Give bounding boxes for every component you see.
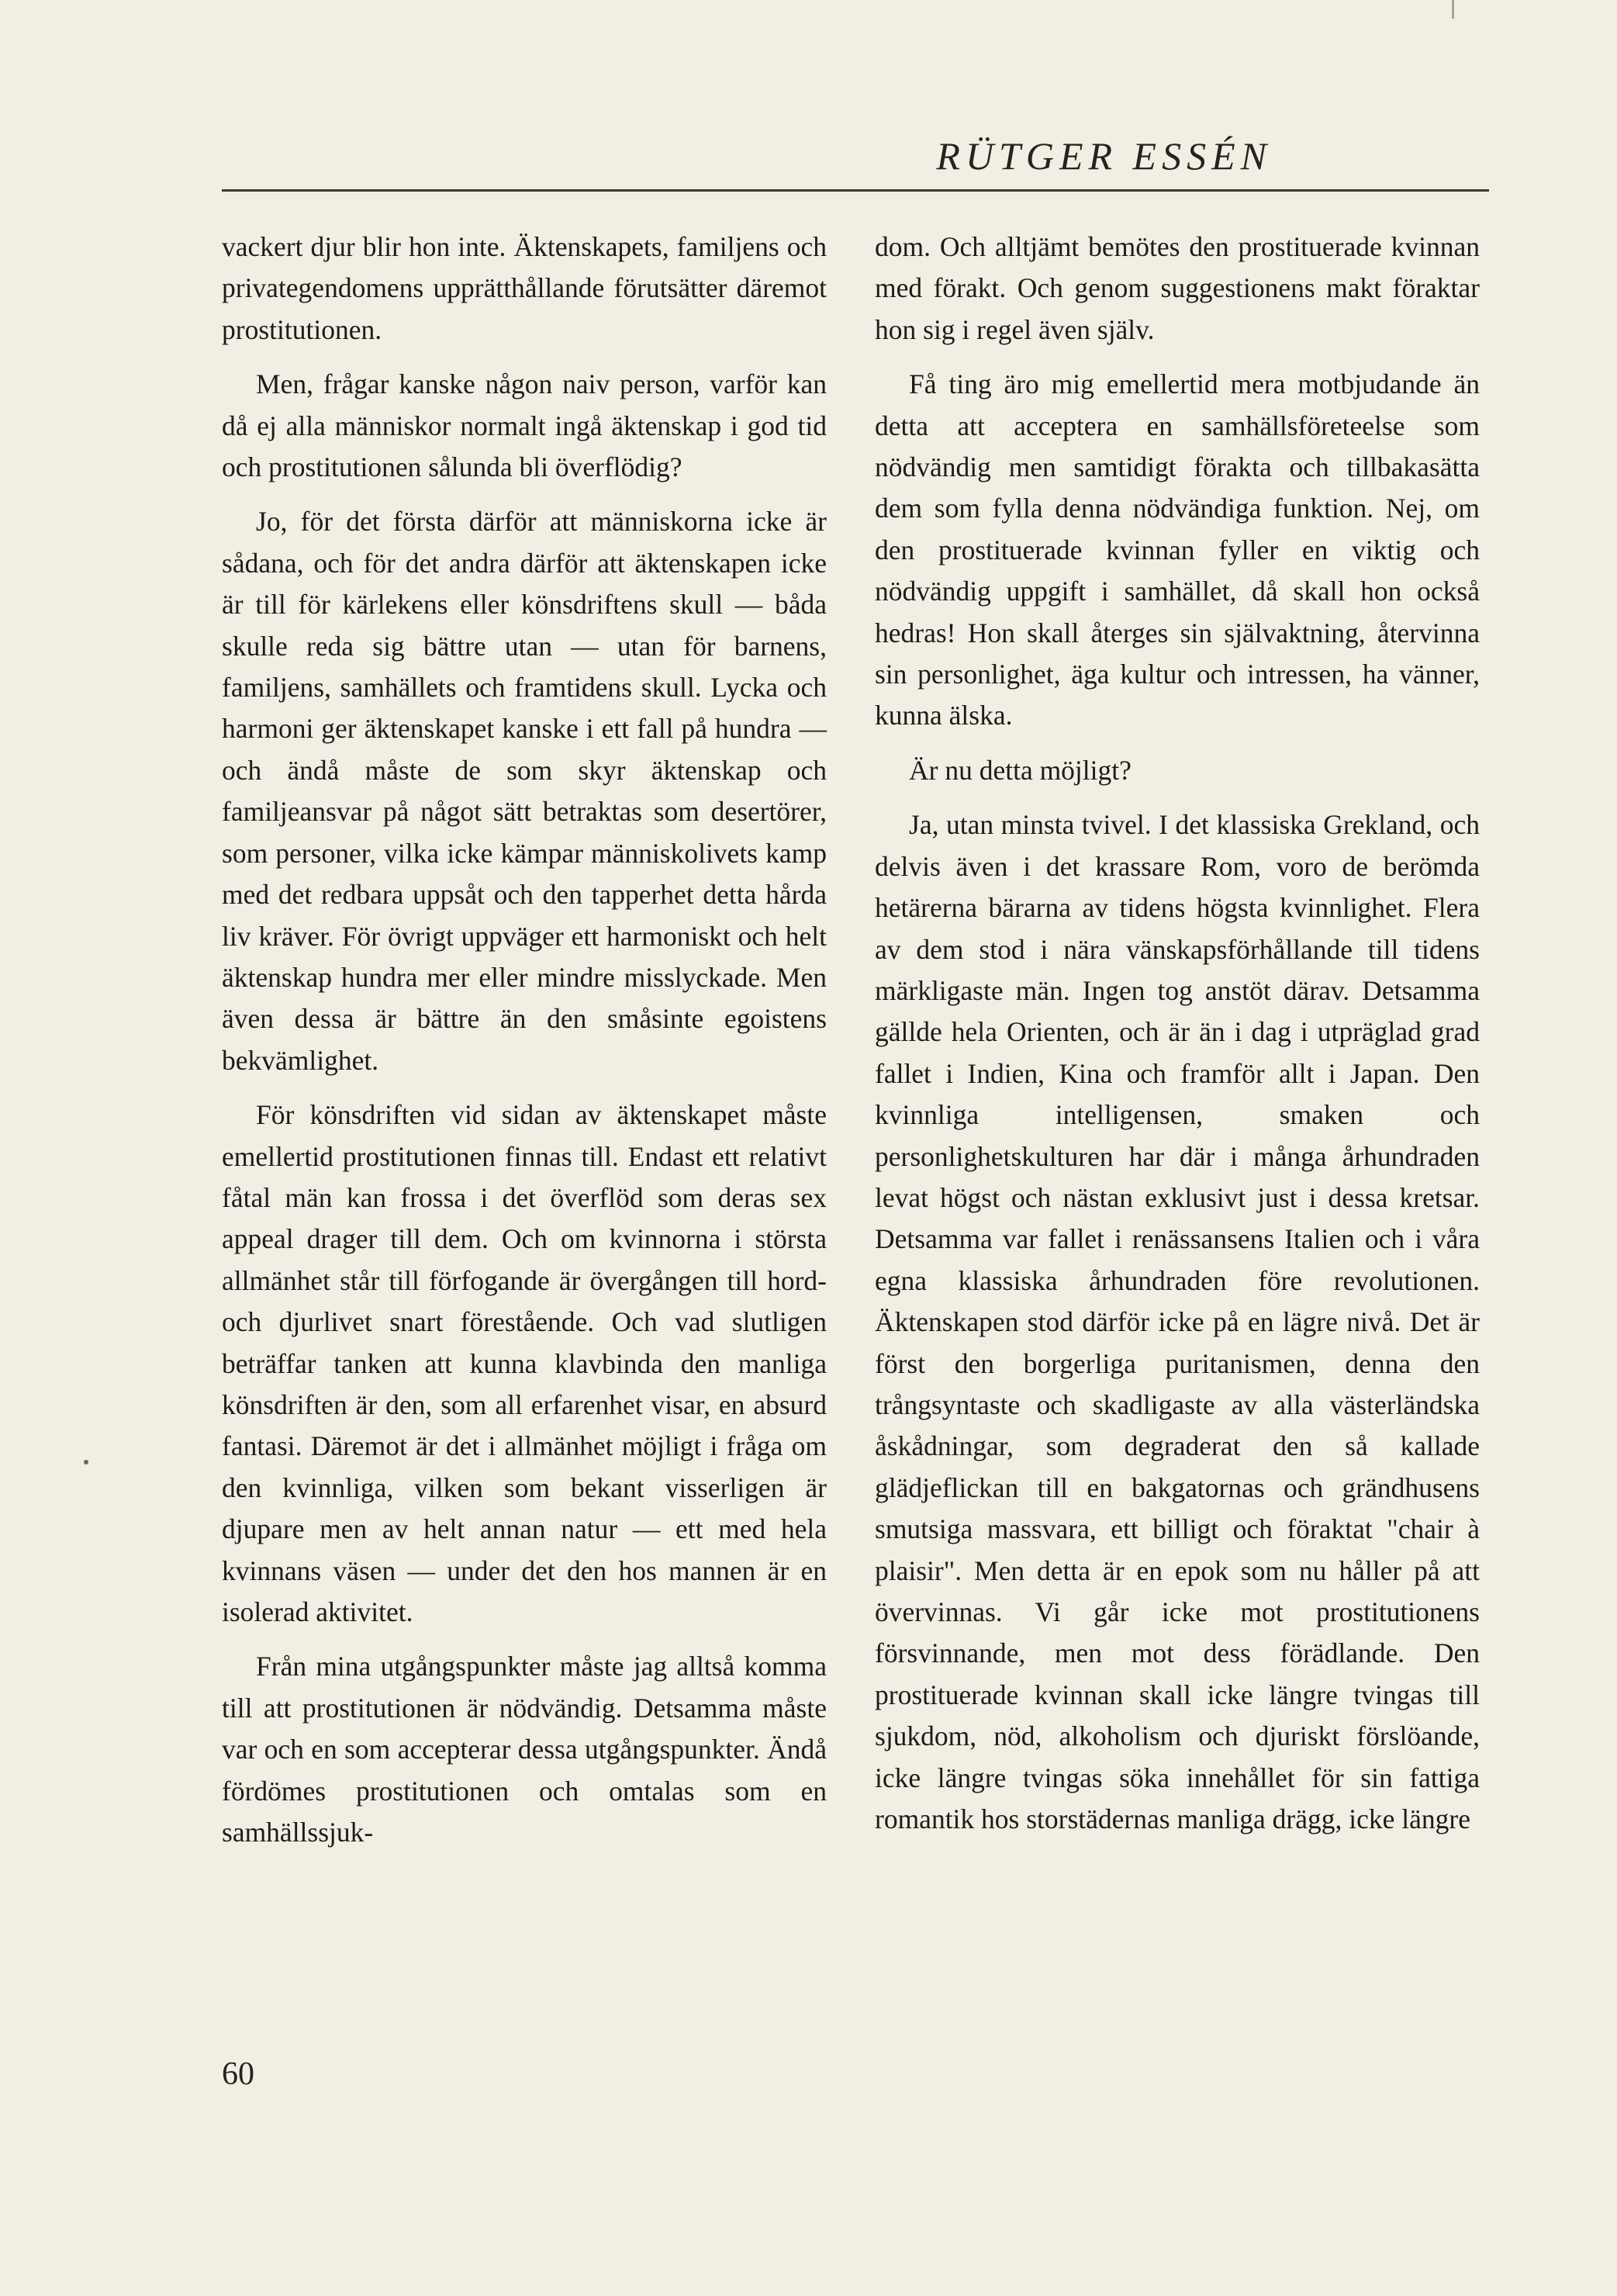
paragraph: Ja, utan minsta tvivel. I det klassiska Grekland, och delvis även i det krassare Rom, voro de berömda hetärerna bärarna av tidens högsta kvinnlighet. Flera av dem stod i nära vänskapsförhållande till tidens märkligaste män. Ingen tog anstöt därav. Detsamma gällde hela Orienten, och är än i dag i utpräglad grad fallet i Indien, Kina och framför allt i Japan. Den kvinnliga intelligensen, smaken och personlighetskulturen har där i många århundraden levat högst och nästan exklusivt just i dessa kretsar. Detsamma var fallet i renässansens Italien och i våra egna klassiska århundraden före revolutionen. Äktenskapen stod därför icke på en lägre nivå. Det är först den borgerliga puritanismen, denna den trångsyntaste och skadligaste av alla västerländska åskådningar, som degraderat den så kallade glädjeflickan till en bakgatornas och grändhusens smutsiga massvara, ett billigt och föraktat "chair à plaisir". Men detta är en epok som nu håller på att övervinnas. Vi går icke mot prostitutionens försvinnande, men mot dess förädlande. Den prostituerade kvinnan skall icke längre tvingas till sjukdom, nöd, alkoholism och djuriskt förslöande, icke längre tvingas söka innehållet för sin fattiga romantik hos storstädernas manliga drägg, icke längre <box>875 809 1480 1835</box>
page-number: 60 <box>222 2056 254 2092</box>
paragraph: Är nu detta möjligt? <box>909 754 1132 786</box>
paragraph: Från mina utgångspunkter måste jag alltså komma till att prostitutionen är nödvändig. Detsamma måste var och en som accepterar dessa utgångspunkter. Ändå fördömes prostitutionen och omtalas som en samhällssjuk- <box>222 1651 827 1848</box>
paragraph: Men, frågar kanske någon naiv person, varför kan då ej alla människor normalt ingå äktenskap i god tid och prostitutionen sålunda bli överflödig? <box>222 368 827 483</box>
left-column <box>222 226 827 1866</box>
right-column <box>875 226 1480 1853</box>
running-head-author: RÜTGER ESSÉN <box>936 134 1272 178</box>
paragraph: Jo, för det första därför att människorna icke är sådana, och för det andra därför att äktenskapen icke är till för kärlekens eller könsdriftens skull — båda skulle reda sig bättre utan — utan för barnens, familjens, samhällets och framtidens skull. Lycka och harmoni ger äktenskapet kanske i ett fall på hundra — och ändå måste de som skyr äktenskap och familjeansvar på något sätt betraktas som desertörer, som personer, vilka icke kämpar människolivets kamp med det redbara uppsåt och den tapperhet detta hårda liv kräver. För övrigt uppväger ett harmoniskt och helt äktenskap hundra mer eller mindre misslyckade. Men även dessa är bättre än den småsinte egoistens bekvämlighet. <box>222 506 827 1076</box>
paragraph: dom. Och alltjämt bemötes den prostituerade kvinnan med förakt. Och genom suggestionens makt föraktar hon sig i regel även själv. <box>875 231 1480 345</box>
paragraph: Få ting äro mig emellertid mera motbjudande än detta att acceptera en samhällsföreteelse som nödvändig men samtidigt förakta och tillbakasätta dem som fylla denna nödvändiga funktion. Nej, om den prostituerade kvinnan fyller en viktig och nödvändig uppgift i samhället, då skall hon också hedras! Hon skall återges sin självaktning, återvinna sin personlighet, äga kultur och intressen, ha vänner, kunna älska. <box>875 368 1480 731</box>
header-rule <box>222 189 1489 192</box>
paragraph: vackert djur blir hon inte. Äktenskapets, familjens och privategendomens upprätthållande förutsätter däremot prostitutionen. <box>222 231 827 345</box>
scan-mark <box>1452 0 1454 19</box>
paragraph: För könsdriften vid sidan av äktenskapet måste emellertid prostitutionen finnas till. Endast ett relativt fåtal män kan frossa i det överflöd som deras sex appeal drager till dem. Och om kvinnorna i största allmänhet står till förfogande är övergången till hord- och djurlivet snart förestående. Och vad slutligen beträffar tanken att kunna klavbinda den manliga könsdriften är den, som all erfarenhet visar, en absurd fantasi. Däremot är det i allmänhet möjligt i fråga om den kvinnliga, vilken som bekant visserligen är djupare men av helt annan natur — ett med hela kvinnans väsen — under det den hos mannen är en isolerad aktivitet. <box>222 1099 827 1627</box>
scan-speck <box>84 1460 88 1464</box>
